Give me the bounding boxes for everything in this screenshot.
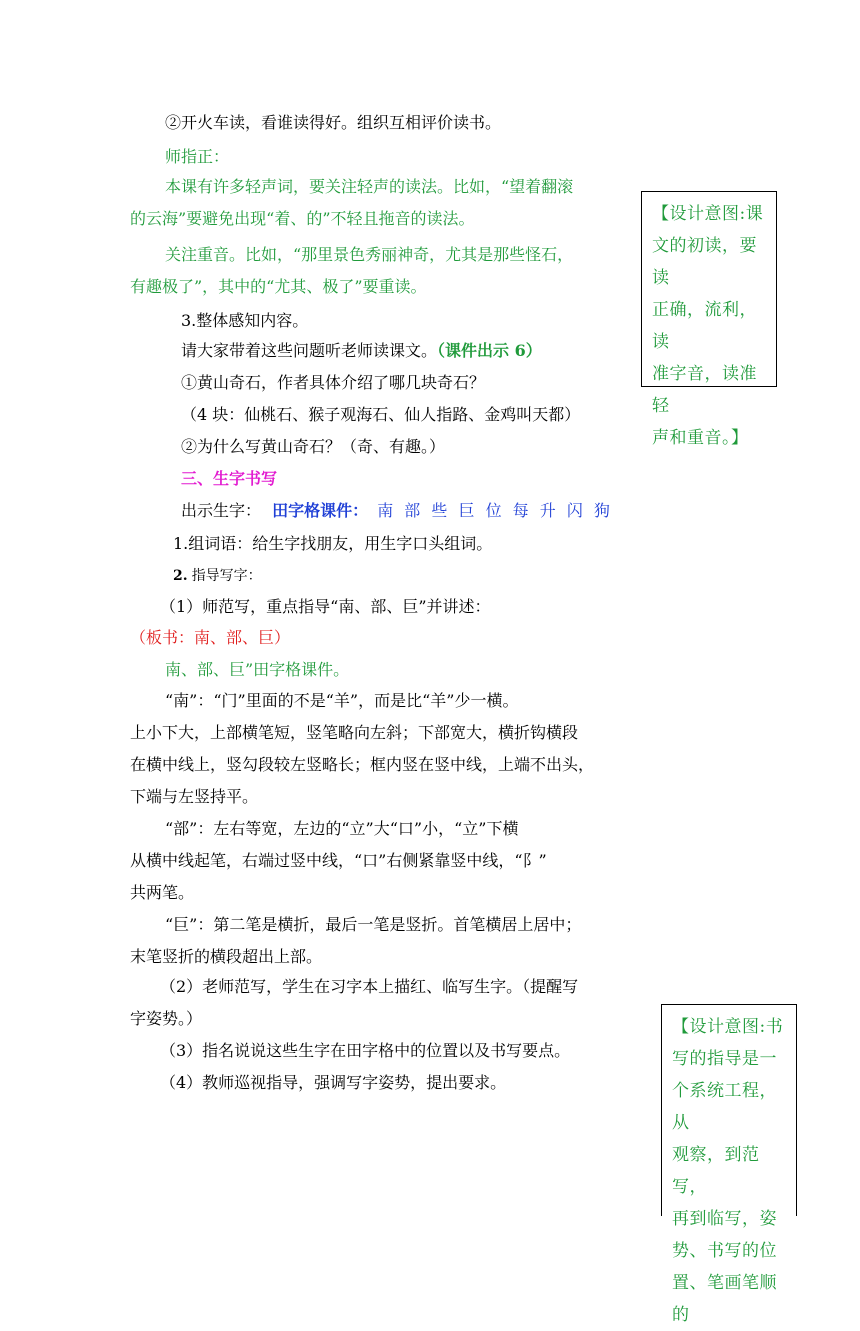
answer-1: （4 块：仙桃石、猴子观海石、仙人指路、金鸡叫天都） <box>181 405 581 424</box>
substep-1: （1）师范写，重点指导“南、部、巨”并讲述： <box>160 597 491 616</box>
design-intent-1-line-1: 【设计意图:课 <box>652 204 764 224</box>
listen-question <box>181 340 542 362</box>
design-intent-2-line-5: 再到临写，姿 <box>672 1209 777 1229</box>
design-intent-2-line-2: 写的指导是一 <box>672 1049 777 1069</box>
step-2-number: 2. <box>173 568 188 584</box>
tianzige-note: 南、部、巨”田字格课件。 <box>165 660 350 679</box>
design-intent-2-line-1: 【设计意图:书 <box>672 1017 784 1037</box>
show-characters <box>181 500 613 522</box>
teacher-correct-label: 师指正： <box>165 147 230 166</box>
design-intent-1-line-3: 正确，流利，读 <box>652 300 757 352</box>
light-tone-para-1: 本课有许多轻声词，要关注轻声的读法。比如，“望着翻滚 <box>165 177 574 196</box>
question-2: ②为什么写黄山奇石？（奇、有趣。） <box>181 437 446 456</box>
substep-2-b: 字姿势。） <box>130 1009 203 1028</box>
show-characters-label: 出示生字： <box>181 501 262 520</box>
stress-para-1: 关注重音。比如，“那里景色秀丽神奇，尤其是那些怪石， <box>165 245 574 264</box>
step-3-overall: 3.整体感知内容。 <box>181 311 309 330</box>
listen-question-text: 请大家带着这些问题听老师读课文。 <box>181 341 438 360</box>
section-3-heading: 三、生字书写 <box>181 469 278 488</box>
substep-4: （4）教师巡视指导，强调写字姿势，提出要求。 <box>160 1073 507 1092</box>
question-1: ①黄山奇石，作者具体介绍了哪几块奇石？ <box>181 373 486 392</box>
design-intent-box-2 <box>661 1004 797 1325</box>
nan-para-1: “南”：“门”里面的不是“羊”，而是比“羊”少一横。 <box>165 691 519 710</box>
substep-3: （3）指名说说这些生字在田字格中的位置以及书写要点。 <box>160 1041 571 1060</box>
step-2-text: 指导写字： <box>191 568 262 584</box>
design-intent-2-line-6: 势、书写的位 <box>672 1241 777 1261</box>
nan-para-4: 下端与左竖持平。 <box>130 787 259 806</box>
design-intent-2-line-7: 置、笔画笔顺的 <box>672 1273 777 1325</box>
design-intent-box-1 <box>641 191 777 448</box>
tianzige-courseware: 田字格课件： <box>272 501 369 520</box>
ju-para-2: 末笔竖折的横段超出上部。 <box>130 947 323 966</box>
step-2-guide <box>173 565 262 587</box>
new-characters: 南 部 些 巨 位 每 升 闪 狗 <box>377 501 613 520</box>
step-1-words: 1.组词语：给生字找朋友，用生字口头组词。 <box>173 534 493 553</box>
substep-2-a: （2）老师范写，学生在习字本上描红、临写生字。（提醒写 <box>160 977 579 996</box>
nan-para-3: 在横中线上，竖勾段较左竖略长；框内竖在竖中线，上端不出头， <box>130 755 595 774</box>
courseware-6: （课件出示 6） <box>437 341 542 360</box>
design-intent-2-line-3: 个系统工程，从 <box>672 1081 777 1133</box>
step-train-reading: ②开火车读，看谁读得好。组织互相评价读书。 <box>165 113 502 132</box>
light-tone-para-2: 的云海”要避免出现“着、的”不轻且拖音的读法。 <box>130 209 475 228</box>
ju-para-1: “巨”：第二笔是横折，最后一笔是竖折。首笔横居上居中； <box>165 915 582 934</box>
bu-para-1: “部”：左右等宽，左边的“立”大“口”小，“立”下横 <box>165 819 519 838</box>
design-intent-1-line-4: 准字音，读准轻 <box>652 364 757 416</box>
design-intent-2-line-4: 观察，到范写， <box>672 1145 760 1197</box>
design-intent-1-line-2: 文的初读，要读 <box>652 236 757 288</box>
bu-para-2: 从横中线起笔，右端过竖中线，“口”右侧紧靠竖中线，“阝” <box>130 851 547 870</box>
blackboard-note: （板书：南、部、巨） <box>130 628 291 647</box>
stress-para-2: 有趣极了”，其中的“尤其、极了”要重读。 <box>130 277 427 296</box>
nan-para-2: 上小下大，上部横笔短，竖笔略向左斜；下部宽大，横折钩横段 <box>130 723 579 742</box>
bu-para-3: 共两笔。 <box>130 883 195 902</box>
design-intent-1-line-5: 声和重音。】 <box>652 428 749 448</box>
